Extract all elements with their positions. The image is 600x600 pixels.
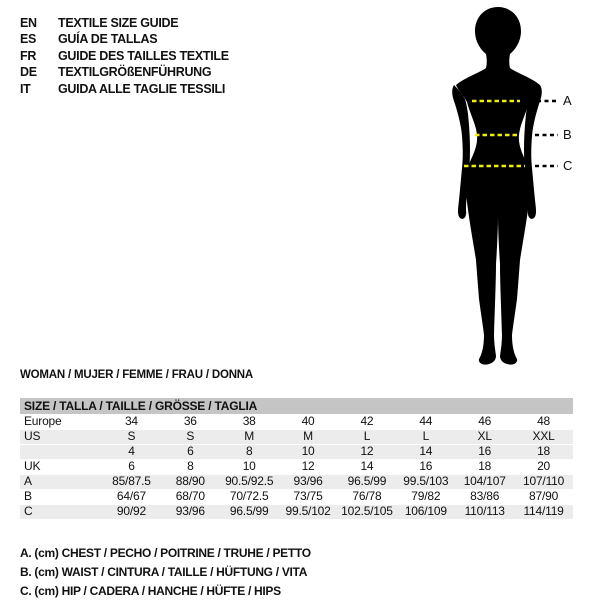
size-cell: 85/87.5 xyxy=(112,474,151,488)
language-row-it xyxy=(20,81,229,97)
size-cell: 16 xyxy=(478,444,492,458)
measurement-figure xyxy=(437,4,600,372)
size-cell: 90.5/92.5 xyxy=(225,474,274,488)
row-label: C xyxy=(24,504,33,518)
size-cell: XXL xyxy=(532,429,555,443)
size-cell: 36 xyxy=(183,414,197,428)
language-title: TEXTILE SIZE GUIDE xyxy=(58,16,179,30)
table-row-uk xyxy=(20,459,573,474)
legend-chest: A. (cm) CHEST / PECHO / POITRINE / TRUHE / PETTO xyxy=(20,546,311,560)
size-cell: 88/90 xyxy=(175,474,205,488)
size-cell: 79/82 xyxy=(411,489,441,503)
size-cell: 8 xyxy=(187,459,194,473)
size-table-header: SIZE / TALLA / TAILLE / GRÖSSE / TAGLIA xyxy=(20,398,573,414)
size-cell: 12 xyxy=(301,459,315,473)
size-cell: 18 xyxy=(537,444,551,458)
size-cell: 106/109 xyxy=(404,504,447,518)
table-row-chest xyxy=(20,474,573,489)
row-label: A xyxy=(24,474,32,488)
size-cell: 34 xyxy=(124,414,138,428)
legend-hip: C. (cm) HIP / CADERA / HANCHE / HÜFTE / HIPS xyxy=(20,584,281,598)
language-code: IT xyxy=(20,81,31,96)
marker-label-waist: B xyxy=(563,127,572,142)
size-cell: 8 xyxy=(245,444,253,458)
size-cell: 14 xyxy=(360,459,374,473)
language-code: ES xyxy=(20,32,37,47)
size-cell: 14 xyxy=(419,444,433,458)
size-cell: 16 xyxy=(419,459,433,473)
size-cell: L xyxy=(363,429,371,443)
row-label: UK xyxy=(24,459,41,473)
size-cell: 96.5/99 xyxy=(347,474,387,488)
language-row-es xyxy=(20,31,229,47)
size-cell: 40 xyxy=(301,414,315,428)
size-cell: 107/110 xyxy=(523,474,565,488)
size-cell: 4 xyxy=(128,444,135,458)
size-cell: 48 xyxy=(537,414,551,428)
size-cell: 10 xyxy=(301,444,315,458)
size-cell: 20 xyxy=(537,459,551,473)
size-cell: 68/70 xyxy=(175,489,205,503)
size-cell: 93/96 xyxy=(175,504,205,518)
row-label: Europe xyxy=(24,414,62,428)
legend-waist: B. (cm) WAIST / CINTURA / TAILLE / HÜFTUNG / VITA xyxy=(20,565,308,579)
size-cell: 96.5/99 xyxy=(229,504,269,518)
row-label xyxy=(20,444,102,459)
language-title: TEXTILGRÖßENFÜHRUNG xyxy=(58,65,212,80)
language-list xyxy=(20,15,229,97)
size-cell: 6 xyxy=(187,444,194,458)
size-cell: S xyxy=(186,429,195,443)
size-cell: 38 xyxy=(242,414,256,428)
language-code: FR xyxy=(20,48,37,63)
size-cell: XL xyxy=(477,429,492,443)
size-cell: 12 xyxy=(360,444,374,458)
size-cell: 42 xyxy=(360,414,374,428)
size-cell: 70/72.5 xyxy=(229,489,269,503)
row-label: B xyxy=(24,489,32,503)
table-row-us-numeric xyxy=(20,444,573,459)
size-cell: 110/113 xyxy=(464,504,505,518)
table-row-hip xyxy=(20,504,573,519)
table-title: WOMAN / MUJER / FEMME / FRAU / DONNA xyxy=(20,369,254,381)
size-cell: 46 xyxy=(478,414,492,428)
size-cell: M xyxy=(303,429,313,443)
language-title: GUIDA ALLE TAGLIE TESSILI xyxy=(58,81,226,96)
size-cell: 90/92 xyxy=(116,504,146,518)
table-row-us xyxy=(20,429,573,444)
table-row-waist xyxy=(20,489,573,504)
language-code: DE xyxy=(20,65,37,80)
size-table xyxy=(20,398,573,519)
language-code: EN xyxy=(20,16,37,30)
language-row-en xyxy=(20,15,229,31)
size-cell: 93/96 xyxy=(293,474,323,488)
size-cell: M xyxy=(244,429,255,443)
size-cell: S xyxy=(127,429,136,443)
marker-label-chest: A xyxy=(563,93,572,108)
marker-label-hip: C xyxy=(563,158,573,173)
size-cell: 87/90 xyxy=(529,489,559,503)
measurement-legend xyxy=(20,544,311,600)
language-title: GUIDE DES TAILLES TEXTILE xyxy=(58,48,229,63)
size-cell: 64/67 xyxy=(116,489,146,503)
size-cell: 6 xyxy=(128,459,135,473)
size-cell: 99.5/102 xyxy=(285,504,331,518)
language-row-fr xyxy=(20,48,229,64)
woman-silhouette-graphic xyxy=(437,4,600,372)
size-cell: 114/119 xyxy=(523,504,564,518)
size-cell: 102.5/105 xyxy=(341,504,393,518)
size-cell: 18 xyxy=(478,459,492,473)
size-cell: 83/86 xyxy=(470,489,500,503)
size-cell: 99.5/103 xyxy=(403,474,449,488)
table-row-europe xyxy=(20,414,573,429)
size-cell: 44 xyxy=(419,414,433,428)
size-cell: 73/75 xyxy=(293,489,323,503)
size-cell: L xyxy=(422,429,430,443)
language-row-de xyxy=(20,64,229,80)
size-cell: 104/107 xyxy=(463,474,506,488)
size-cell: 76/78 xyxy=(352,489,382,503)
language-title: GUÍA DE TALLAS xyxy=(58,32,158,47)
size-cell: 10 xyxy=(242,459,256,473)
row-label: US xyxy=(24,429,41,443)
